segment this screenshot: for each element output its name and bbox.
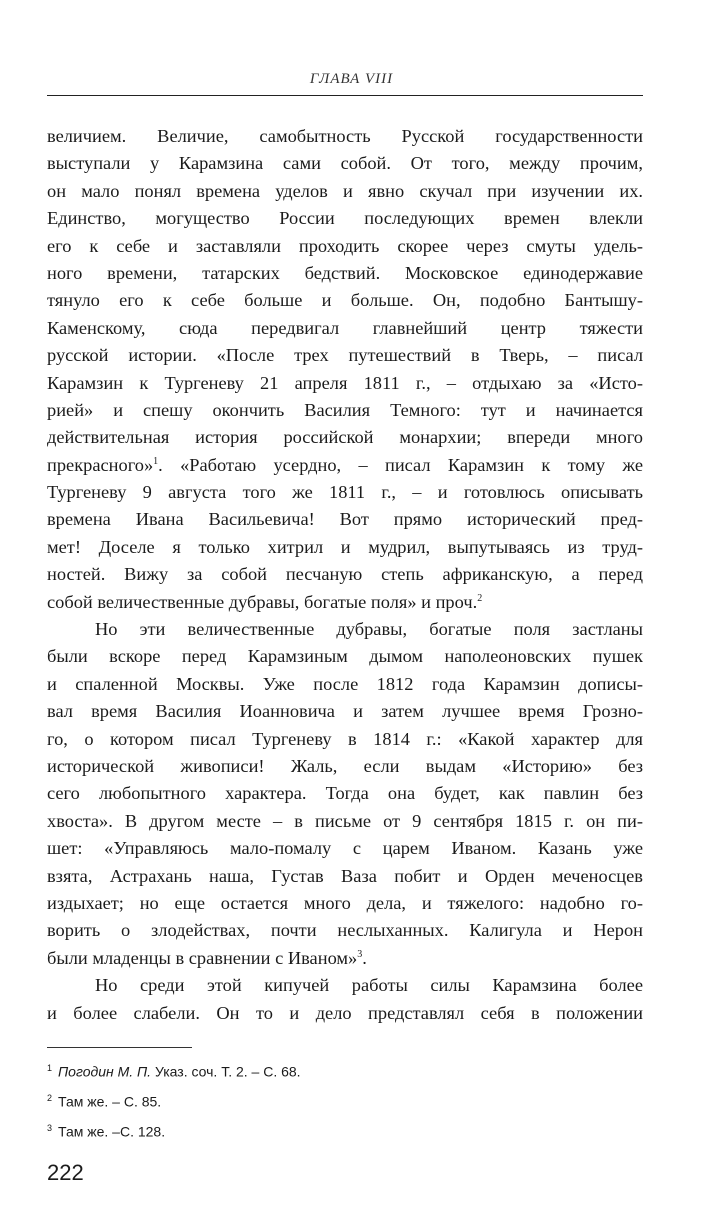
text-line: величием. Величие, самобытность Русской государственности [47,126,643,146]
text-line: ного времени, татарских бедствий. Московское единодержавие [47,262,643,283]
text-fragment: прекрасного» [47,454,154,475]
footnote-ref-2: 2 [477,592,483,604]
text-line: и более слабели. Он то и дело представлял себя в положении [47,1002,643,1023]
text-line: издыхает; но еще остается много дела, и тяжелого: надобно го- [47,892,643,913]
text-line: рией» и спешу окончить Василия Темного: тут и начинается [47,399,643,420]
footnote [47,1085,301,1115]
footnote-rule [47,1047,192,1048]
text-line-with-ref [47,945,643,972]
footnote-text: Там же. –С. 128. [58,1123,166,1140]
text-line: русской истории. «После трех путешествий в Тверь, – писал [47,345,643,366]
text-line: он мало понял времена уделов и явно скучал при изучении их. [47,180,643,201]
footnote [47,1115,301,1145]
text-fragment: были младенцы в сравнении с Иваном» [47,947,358,968]
header-rule [47,95,643,96]
text-line: Но среди этой кипучей работы силы Карамзина более [95,975,643,996]
chapter-header: ГЛАВА VIII [309,71,394,87]
text-line: шет: «Управляюсь мало-помалу с царем Иваном. Казань уже [47,838,643,859]
text-line: времена Ивана Васильевича! Вот прямо исторический пред- [47,509,643,530]
page-number: 222 [47,1160,84,1185]
text-line: ворить о злодействах, почти неслыханных. Калигула и Нерон [47,920,643,941]
footnote-number: 2 [47,1093,53,1104]
text-line: тянуло его к себе больше и больше. Он, подобно Бантышу- [47,290,643,311]
footnote-text: Там же. – С. 85. [58,1093,162,1110]
text-line: го, о котором писал Тургеневу в 1814 г.: «Какой характер для [47,728,643,749]
footnote [47,1055,301,1085]
text-fragment: . «Работаю усердно, – писал Карамзин к тому же [158,454,643,475]
footnote-ref-3: 3 [357,948,363,960]
text-line: Карамзин к Тургеневу 21 апреля 1811 г., – отдыхаю за «Исто- [47,372,643,393]
text-line: действительная история российской монархии; впереди много [47,427,643,448]
text-line: были вскоре перед Карамзиным дымом наполеоновских пушек [47,646,643,667]
text-line: выступали у Карамзина сами собой. От того, между прочим, [47,153,643,174]
text-line: Единство, могущество России последующих времен влекли [47,208,643,229]
text-line: сего любопытного характера. Тогда она будет, как павлин без [47,783,643,804]
text-line: ностей. Вижу за собой песчаную степь африканскую, а перед [47,564,643,585]
footnote-ref-1: 1 [153,455,159,467]
text-line: хвоста». В другом месте – в письме от 9 сентября 1815 г. он пи- [47,810,643,831]
text-line-with-ref [47,589,643,616]
body-text [47,123,643,1027]
text-fragment: . [362,947,367,968]
text-line: взята, Астрахань наша, Густав Ваза побит и Орден меченосцев [47,865,643,886]
text-line: исторической живописи! Жаль, если выдам «Историю» без [47,755,643,776]
text-line: Тургеневу 9 августа того же 1811 г., – и готовлюсь описывать [47,482,643,503]
footnote-number: 1 [47,1063,53,1073]
text-line-with-ref [47,452,643,479]
text-line: мет! Доселе я только хитрил и мудрил, выпутываясь из труд- [47,536,643,557]
text-line: и спаленной Москвы. Уже после 1812 года Карамзин дописы- [47,673,643,694]
text-fragment: собой величественные дубравы, богатые поля» и проч. [47,591,478,612]
footnote-number: 3 [47,1123,53,1134]
text-line: его к себе и заставляли проходить скорее через смуты удель- [47,235,643,256]
footnote-text: Указ. соч. Т. 2. – С. 68. [151,1063,301,1080]
text-line: вал время Василия Иоанновича и затем лучшее время Грозно- [47,701,643,722]
text-line: Но эти величественные дубравы, богатые поля застланы [95,619,643,640]
footnotes [47,1055,301,1145]
footnote-author: Погодин М. П. [58,1063,152,1080]
text-line: Каменскому, сюда передвигал главнейший центр тяжести [47,317,643,338]
